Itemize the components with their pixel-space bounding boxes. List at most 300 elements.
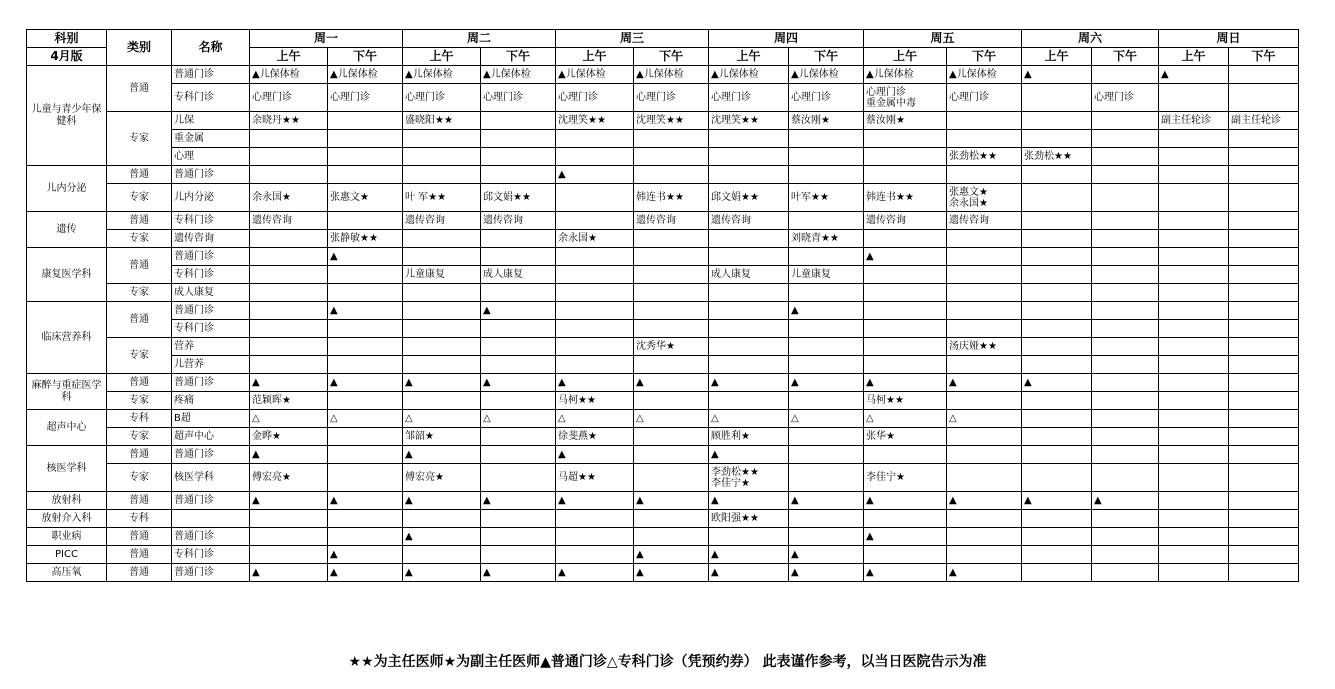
dept-header: 科别: [27, 30, 107, 48]
schedule-cell: ▲: [634, 374, 709, 392]
schedule-cell: [634, 248, 709, 266]
schedule-cell: [1022, 564, 1092, 582]
schedule-cell: [403, 546, 481, 564]
day-header: 周二: [403, 30, 556, 48]
schedule-cell: [1229, 184, 1299, 212]
schedule-cell: [1022, 338, 1092, 356]
schedule-cell: ▲: [709, 374, 789, 392]
type-cell: 专科: [107, 510, 172, 528]
schedule-cell: 邱文娟★★: [709, 184, 789, 212]
schedule-cell: 顾胜利★: [709, 428, 789, 446]
schedule-cell: ▲儿保体检: [403, 66, 481, 84]
schedule-cell: [1022, 464, 1092, 492]
schedule-cell: [328, 112, 403, 130]
dept-cell: 放射科: [27, 492, 107, 510]
schedule-cell: 副主任轮诊: [1229, 112, 1299, 130]
schedule-cell: 成人康复: [481, 266, 556, 284]
schedule-cell: ▲: [328, 546, 403, 564]
schedule-cell: ▲: [1159, 66, 1229, 84]
schedule-cell: [556, 148, 634, 166]
schedule-cell: [789, 212, 864, 230]
pm-header: 下午: [789, 48, 864, 66]
schedule-cell: [328, 212, 403, 230]
schedule-cell: [634, 130, 709, 148]
schedule-cell: [1229, 392, 1299, 410]
schedule-cell: 徐斐燕★: [556, 428, 634, 446]
schedule-cell: [947, 166, 1022, 184]
schedule-cell: [864, 302, 947, 320]
schedule-cell: [864, 446, 947, 464]
clinic-name-cell: 重金属: [172, 130, 250, 148]
schedule-cell: [1092, 148, 1159, 166]
table-row: [27, 248, 1299, 266]
schedule-cell: [789, 528, 864, 546]
schedule-cell: [481, 510, 556, 528]
schedule-cell: [789, 428, 864, 446]
type-cell: 专家: [107, 112, 172, 166]
schedule-cell: [1092, 446, 1159, 464]
schedule-cell: 余晓丹★★: [250, 112, 328, 130]
schedule-cell: [481, 248, 556, 266]
version-label: 4月版: [27, 48, 107, 66]
schedule-cell: 心理门诊: [328, 84, 403, 112]
schedule-cell: [1229, 546, 1299, 564]
schedule-cell: ▲: [709, 546, 789, 564]
schedule-cell: [1159, 302, 1229, 320]
day-header: 周四: [709, 30, 864, 48]
clinic-name-cell: 营养: [172, 338, 250, 356]
pm-header: 下午: [634, 48, 709, 66]
name-header: 名称: [172, 30, 250, 66]
schedule-cell: [709, 148, 789, 166]
schedule-cell: [481, 464, 556, 492]
schedule-cell: [864, 320, 947, 338]
schedule-cell: △: [556, 410, 634, 428]
table-row: [27, 84, 1299, 112]
schedule-cell: [1159, 320, 1229, 338]
schedule-cell: [1229, 66, 1299, 84]
schedule-cell: [556, 302, 634, 320]
schedule-cell: [481, 528, 556, 546]
table-row: [27, 166, 1299, 184]
schedule-cell: △: [403, 410, 481, 428]
clinic-name-cell: 专科门诊: [172, 546, 250, 564]
clinic-name-cell: 成人康复: [172, 284, 250, 302]
table-row: [27, 374, 1299, 392]
schedule-cell: [556, 320, 634, 338]
schedule-cell: 李劲松★★ 李佳宁★: [709, 464, 789, 492]
pm-header: 下午: [1229, 48, 1299, 66]
schedule-cell: [947, 464, 1022, 492]
clinic-name-cell: 遗传咨询: [172, 230, 250, 248]
schedule-cell: [789, 148, 864, 166]
clinic-name-cell: 专科门诊: [172, 320, 250, 338]
schedule-cell: [1092, 248, 1159, 266]
schedule-cell: 叶军★★: [789, 184, 864, 212]
clinic-name-cell: 心理: [172, 148, 250, 166]
schedule-cell: [947, 356, 1022, 374]
schedule-cell: ▲: [250, 492, 328, 510]
schedule-cell: 心理门诊: [403, 84, 481, 112]
schedule-cell: 余永国★: [250, 184, 328, 212]
schedule-cell: [1092, 374, 1159, 392]
schedule-cell: [1092, 66, 1159, 84]
type-cell: 普通: [107, 212, 172, 230]
schedule-cell: ▲: [403, 446, 481, 464]
schedule-cell: [1092, 284, 1159, 302]
schedule-cell: ▲: [864, 374, 947, 392]
schedule-cell: [1022, 166, 1092, 184]
schedule-cell: 张劲松★★: [947, 148, 1022, 166]
schedule-cell: [1229, 338, 1299, 356]
schedule-cell: [403, 230, 481, 248]
schedule-cell: [634, 446, 709, 464]
schedule-cell: [1092, 510, 1159, 528]
table-row: [27, 184, 1299, 212]
schedule-cell: [1159, 528, 1229, 546]
header-row-days: [27, 30, 1299, 48]
schedule-cell: 遗传咨询: [481, 212, 556, 230]
schedule-cell: [864, 510, 947, 528]
schedule-cell: [1092, 184, 1159, 212]
schedule-table: [26, 29, 1299, 582]
table-row: [27, 230, 1299, 248]
schedule-cell: 儿童康复: [403, 266, 481, 284]
dept-cell: 核医学科: [27, 446, 107, 492]
schedule-cell: [864, 230, 947, 248]
table-row: [27, 212, 1299, 230]
schedule-cell: 汤庆娅★★: [947, 338, 1022, 356]
am-header: 上午: [556, 48, 634, 66]
am-header: 上午: [403, 48, 481, 66]
schedule-cell: 傅宏亮★: [250, 464, 328, 492]
table-row: [27, 148, 1299, 166]
day-header: 周五: [864, 30, 1022, 48]
schedule-cell: [947, 266, 1022, 284]
schedule-cell: [1159, 84, 1229, 112]
schedule-cell: ▲: [556, 446, 634, 464]
schedule-cell: [634, 266, 709, 284]
table-row: [27, 492, 1299, 510]
schedule-cell: [864, 148, 947, 166]
schedule-cell: 副主任轮诊: [1159, 112, 1229, 130]
schedule-cell: [709, 130, 789, 148]
clinic-name-cell: 普通门诊: [172, 374, 250, 392]
schedule-cell: △: [634, 410, 709, 428]
table-row: [27, 546, 1299, 564]
clinic-name-cell: 普通门诊: [172, 166, 250, 184]
schedule-cell: [947, 528, 1022, 546]
schedule-cell: [1229, 266, 1299, 284]
schedule-cell: [1022, 84, 1092, 112]
schedule-cell: [250, 528, 328, 546]
schedule-cell: [1092, 428, 1159, 446]
type-cell: 专家: [107, 392, 172, 410]
schedule-cell: [250, 284, 328, 302]
schedule-cell: 叶 军★★: [403, 184, 481, 212]
schedule-cell: ▲儿保体检: [481, 66, 556, 84]
schedule-cell: [1022, 302, 1092, 320]
clinic-name-cell: 专科门诊: [172, 266, 250, 284]
schedule-cell: 蔡汝刚★: [789, 112, 864, 130]
schedule-cell: [1022, 284, 1092, 302]
schedule-cell: ▲: [556, 166, 634, 184]
schedule-cell: △: [789, 410, 864, 428]
type-cell: 普通: [107, 546, 172, 564]
schedule-cell: [789, 284, 864, 302]
schedule-cell: ▲: [634, 492, 709, 510]
schedule-cell: ▲: [789, 374, 864, 392]
schedule-cell: [1229, 284, 1299, 302]
type-cell: 专家: [107, 464, 172, 492]
schedule-cell: 遗传咨询: [403, 212, 481, 230]
table-row: [27, 510, 1299, 528]
schedule-cell: ▲: [250, 374, 328, 392]
schedule-cell: [947, 230, 1022, 248]
schedule-cell: 欧阳强★★: [709, 510, 789, 528]
schedule-cell: [864, 338, 947, 356]
schedule-cell: 张华★: [864, 428, 947, 446]
am-header: 上午: [864, 48, 947, 66]
schedule-cell: [481, 284, 556, 302]
schedule-cell: [481, 166, 556, 184]
type-cell: 普通: [107, 66, 172, 112]
table-row: [27, 356, 1299, 374]
schedule-cell: 心理门诊: [634, 84, 709, 112]
schedule-cell: ▲: [328, 374, 403, 392]
type-header: 类别: [107, 30, 172, 66]
schedule-cell: [250, 248, 328, 266]
schedule-cell: △: [250, 410, 328, 428]
schedule-cell: [864, 284, 947, 302]
type-cell: 专家: [107, 338, 172, 374]
am-header: 上午: [250, 48, 328, 66]
schedule-cell: 沈秀华★: [634, 338, 709, 356]
pm-header: 下午: [1092, 48, 1159, 66]
schedule-cell: [481, 112, 556, 130]
schedule-cell: [556, 356, 634, 374]
table-row: [27, 66, 1299, 84]
schedule-cell: [1229, 130, 1299, 148]
am-header: 上午: [709, 48, 789, 66]
schedule-cell: [789, 510, 864, 528]
schedule-cell: 遗传咨询: [864, 212, 947, 230]
schedule-cell: [1022, 230, 1092, 248]
schedule-cell: 韩连书★★: [864, 184, 947, 212]
schedule-cell: [1229, 230, 1299, 248]
schedule-cell: 邹韶★: [403, 428, 481, 446]
schedule-cell: 傅宏亮★: [403, 464, 481, 492]
schedule-cell: [481, 130, 556, 148]
schedule-cell: [1022, 248, 1092, 266]
schedule-cell: [250, 166, 328, 184]
schedule-cell: [481, 338, 556, 356]
schedule-cell: 心理门诊: [709, 84, 789, 112]
day-header: 周三: [556, 30, 709, 48]
schedule-cell: [556, 130, 634, 148]
schedule-cell: [947, 284, 1022, 302]
schedule-cell: ▲: [634, 546, 709, 564]
pm-header: 下午: [328, 48, 403, 66]
schedule-cell: [1022, 428, 1092, 446]
schedule-cell: ▲: [947, 564, 1022, 582]
schedule-cell: ▲儿保体检: [556, 66, 634, 84]
schedule-cell: [1229, 374, 1299, 392]
schedule-cell: [789, 392, 864, 410]
schedule-cell: 韩连书★★: [634, 184, 709, 212]
schedule-cell: [789, 356, 864, 374]
schedule-cell: 沈理笑★★: [634, 112, 709, 130]
schedule-cell: [947, 428, 1022, 446]
schedule-cell: ▲: [403, 374, 481, 392]
clinic-name-cell: 核医学科: [172, 464, 250, 492]
schedule-cell: [403, 356, 481, 374]
schedule-cell: [864, 266, 947, 284]
schedule-cell: [556, 546, 634, 564]
schedule-cell: [328, 284, 403, 302]
table-row: [27, 130, 1299, 148]
schedule-cell: 心理门诊: [947, 84, 1022, 112]
schedule-cell: [1092, 338, 1159, 356]
schedule-cell: [634, 528, 709, 546]
schedule-cell: [403, 166, 481, 184]
schedule-cell: 心理门诊: [481, 84, 556, 112]
schedule-cell: [634, 148, 709, 166]
schedule-cell: ▲: [789, 492, 864, 510]
schedule-cell: △: [328, 410, 403, 428]
schedule-cell: [328, 148, 403, 166]
schedule-cell: ▲儿保体检: [864, 66, 947, 84]
schedule-cell: [1022, 212, 1092, 230]
clinic-name-cell: 儿保: [172, 112, 250, 130]
schedule-cell: [1159, 410, 1229, 428]
schedule-cell: [1159, 374, 1229, 392]
schedule-cell: [947, 446, 1022, 464]
schedule-cell: [556, 284, 634, 302]
clinic-name-cell: 普通门诊: [172, 492, 250, 510]
schedule-cell: [1022, 446, 1092, 464]
clinic-name-cell: B超: [172, 410, 250, 428]
schedule-cell: [864, 546, 947, 564]
schedule-cell: [864, 130, 947, 148]
schedule-cell: 李佳宁★: [864, 464, 947, 492]
schedule-cell: ▲: [481, 374, 556, 392]
schedule-cell: ▲: [328, 302, 403, 320]
schedule-cell: [1022, 510, 1092, 528]
type-cell: 专科: [107, 410, 172, 428]
schedule-cell: 心理门诊: [1092, 84, 1159, 112]
schedule-cell: ▲: [403, 564, 481, 582]
schedule-cell: 遗传咨询: [250, 212, 328, 230]
dept-cell: 康复医学科: [27, 248, 107, 302]
type-cell: 专家: [107, 284, 172, 302]
clinic-name-cell: 普通门诊: [172, 248, 250, 266]
schedule-cell: [1092, 410, 1159, 428]
schedule-cell: [1159, 392, 1229, 410]
schedule-cell: △: [947, 410, 1022, 428]
schedule-cell: [556, 212, 634, 230]
schedule-cell: [1092, 212, 1159, 230]
schedule-cell: ▲: [250, 446, 328, 464]
schedule-cell: ▲: [1022, 374, 1092, 392]
schedule-cell: [481, 356, 556, 374]
schedule-cell: [1092, 392, 1159, 410]
schedule-cell: [250, 266, 328, 284]
schedule-cell: ▲: [864, 248, 947, 266]
schedule-cell: [403, 320, 481, 338]
schedule-cell: ▲: [481, 564, 556, 582]
schedule-cell: [789, 320, 864, 338]
schedule-cell: ▲: [864, 564, 947, 582]
schedule-cell: [1022, 528, 1092, 546]
schedule-cell: [250, 338, 328, 356]
schedule-cell: ▲: [1022, 492, 1092, 510]
type-cell: 普通: [107, 302, 172, 338]
schedule-cell: ▲: [556, 492, 634, 510]
schedule-cell: △: [864, 410, 947, 428]
schedule-cell: 余永国★: [556, 230, 634, 248]
clinic-name-cell: 普通门诊: [172, 446, 250, 464]
schedule-cell: [947, 546, 1022, 564]
schedule-cell: [1092, 230, 1159, 248]
schedule-cell: [1229, 428, 1299, 446]
schedule-cell: [1229, 248, 1299, 266]
table-row: [27, 338, 1299, 356]
schedule-cell: [1229, 166, 1299, 184]
schedule-cell: [1159, 130, 1229, 148]
schedule-cell: [1022, 410, 1092, 428]
schedule-cell: ▲: [789, 564, 864, 582]
schedule-cell: [789, 464, 864, 492]
type-cell: 普通: [107, 492, 172, 510]
schedule-cell: [709, 248, 789, 266]
schedule-cell: [1229, 302, 1299, 320]
schedule-cell: ▲: [556, 564, 634, 582]
schedule-cell: [1092, 564, 1159, 582]
schedule-cell: [634, 356, 709, 374]
table-row: [27, 464, 1299, 492]
schedule-cell: 遗传咨询: [634, 212, 709, 230]
type-cell: 专家: [107, 230, 172, 248]
schedule-cell: 盛晓阳★★: [403, 112, 481, 130]
schedule-cell: [250, 546, 328, 564]
schedule-cell: [1092, 464, 1159, 492]
schedule-cell: [634, 428, 709, 446]
schedule-cell: [481, 148, 556, 166]
schedule-cell: [1092, 356, 1159, 374]
schedule-cell: [403, 248, 481, 266]
schedule-cell: 张惠文★: [328, 184, 403, 212]
schedule-cell: [1092, 112, 1159, 130]
clinic-name-cell: 专科门诊: [172, 84, 250, 112]
schedule-cell: [789, 130, 864, 148]
schedule-cell: [481, 230, 556, 248]
schedule-wrapper: [26, 29, 1299, 582]
clinic-name-cell: 专科门诊: [172, 212, 250, 230]
schedule-cell: 沈理笑★★: [556, 112, 634, 130]
schedule-cell: [403, 510, 481, 528]
schedule-cell: [250, 130, 328, 148]
schedule-cell: ▲: [864, 492, 947, 510]
schedule-cell: [1159, 428, 1229, 446]
clinic-name-cell: 儿内分泌: [172, 184, 250, 212]
dept-cell: 放射介入科: [27, 510, 107, 528]
type-cell: 专家: [107, 184, 172, 212]
schedule-cell: [1229, 320, 1299, 338]
schedule-cell: [1159, 564, 1229, 582]
schedule-cell: [328, 428, 403, 446]
type-cell: 普通: [107, 446, 172, 464]
